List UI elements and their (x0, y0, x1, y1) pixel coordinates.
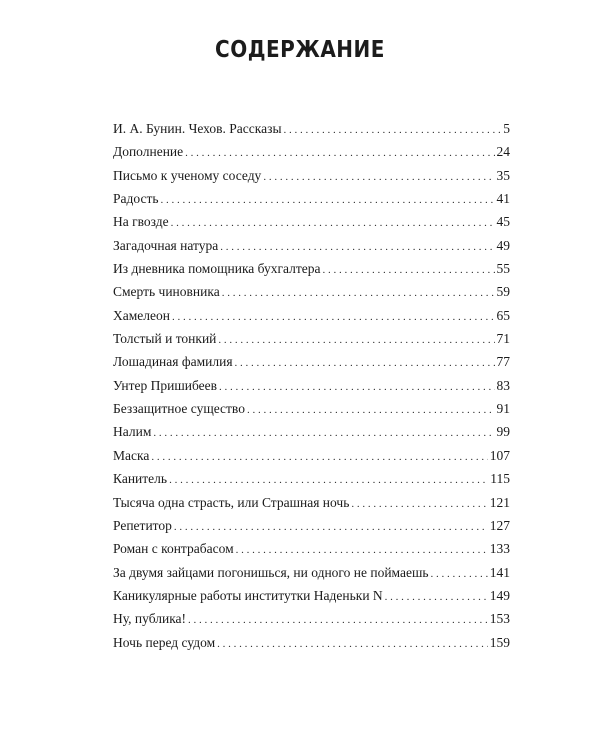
toc-entry-title: Загадочная натура (113, 237, 219, 253)
toc-entry-title: Лошадиная фамилия (113, 354, 233, 370)
toc-page-number: 159 (489, 634, 510, 650)
toc-entry-title: Толстый и тонкий (113, 331, 217, 347)
toc-entry-title: На гвозде (113, 214, 169, 230)
toc-entry-title: За двумя зайцами погонишься, ни одного не поймаешь (113, 564, 429, 580)
toc-entry-title: Хамелеон (113, 307, 170, 323)
toc-page-number: 83 (496, 377, 510, 393)
toc-entry (113, 584, 510, 607)
toc-entry-title: Унтер Пришибеев (113, 377, 218, 393)
toc-page-number: 24 (496, 144, 510, 160)
dot-leader (219, 376, 494, 399)
toc-entry (113, 444, 510, 467)
toc-page-number: 65 (496, 307, 510, 323)
toc-entry-title: Налим (113, 424, 152, 440)
dot-leader (151, 446, 487, 469)
dot-leader (385, 586, 488, 609)
dot-leader (351, 493, 487, 516)
toc-entry-title: Тысяча одна страсть, или Страшная ночь (113, 494, 350, 510)
dot-leader (222, 282, 495, 305)
toc-entry-title: Маска (113, 447, 150, 463)
toc-entry-title: Каникулярные работы институтки Наденьки N (113, 587, 383, 603)
dot-leader (188, 609, 488, 632)
toc-entry-title: Письмо к ученому соседу (113, 167, 262, 183)
dot-leader (218, 329, 494, 352)
toc-entry (113, 350, 510, 373)
toc-entry (113, 280, 510, 303)
toc-entry-title: Роман с контрабасом (113, 541, 234, 557)
toc-entry-title: Репетитор (113, 517, 172, 533)
toc-entry (113, 234, 510, 257)
toc-entry (113, 140, 510, 163)
toc-page-number: 99 (496, 424, 510, 440)
dot-leader (247, 399, 495, 422)
toc-page-number: 45 (496, 214, 510, 230)
dot-leader (220, 236, 494, 259)
toc-entry (113, 467, 510, 490)
dot-leader (263, 166, 494, 189)
toc-page-number: 149 (489, 587, 510, 603)
dot-leader (284, 119, 502, 142)
toc-page-number: 141 (489, 564, 510, 580)
dot-leader (172, 306, 495, 329)
toc-entry (113, 537, 510, 560)
toc-page-number: 153 (489, 611, 510, 627)
toc-page-number: 115 (490, 471, 510, 487)
toc-entry-title: Дополнение (113, 144, 184, 160)
toc-page-number: 127 (489, 517, 510, 533)
toc-entry (113, 187, 510, 210)
toc-entry (113, 514, 510, 537)
toc-entry (113, 257, 510, 280)
toc-entry (113, 327, 510, 350)
toc-entry-title: Канитель (113, 471, 168, 487)
toc-entry (113, 491, 510, 514)
toc-page-number: 55 (496, 261, 510, 277)
toc-entry (113, 117, 510, 140)
dot-leader (236, 539, 488, 562)
dot-leader (169, 469, 488, 492)
toc-entry (113, 607, 510, 630)
toc-page-number: 35 (496, 167, 510, 183)
page-title: СОДЕРЖАНИЕ (215, 35, 385, 63)
toc-entry-title: Беззащитное существо (113, 401, 245, 417)
toc-entry-title: И. А. Бунин. Чехов. Рассказы (113, 121, 282, 136)
toc-entry-title: Радость (113, 191, 159, 207)
toc-entry (113, 561, 510, 584)
toc-page-number: 5 (503, 121, 510, 136)
toc-entry (113, 304, 510, 327)
toc-page-number: 107 (489, 447, 510, 463)
toc-page-number: 91 (496, 401, 510, 417)
toc-page-number: 133 (489, 541, 510, 557)
dot-leader (161, 189, 495, 212)
dot-leader (323, 259, 495, 282)
dot-leader (217, 633, 488, 656)
toc-entry-title: Ночь перед судом (113, 634, 216, 650)
toc-entry (113, 374, 510, 397)
toc-page-number: 121 (489, 494, 510, 510)
dot-leader (185, 142, 494, 165)
toc-page-number: 41 (496, 191, 510, 207)
toc-entry (113, 210, 510, 233)
dot-leader (235, 352, 495, 375)
toc-page-number: 49 (496, 237, 510, 253)
toc-entry-title: Смерть чиновника (113, 284, 220, 300)
toc-entry (113, 631, 510, 654)
dot-leader (174, 516, 488, 539)
toc-entry (113, 420, 510, 443)
dot-leader (431, 563, 488, 586)
toc-entry-title: Из дневника помощника бухгалтера (113, 261, 321, 277)
dot-leader (153, 422, 494, 445)
toc-entry (113, 164, 510, 187)
toc-page-number: 71 (496, 331, 510, 347)
table-of-contents (113, 117, 510, 654)
toc-page-number: 77 (496, 354, 510, 370)
toc-page-number: 59 (496, 284, 510, 300)
toc-entry-title: Ну, публика! (113, 611, 187, 627)
toc-entry (113, 397, 510, 420)
dot-leader (171, 212, 495, 235)
